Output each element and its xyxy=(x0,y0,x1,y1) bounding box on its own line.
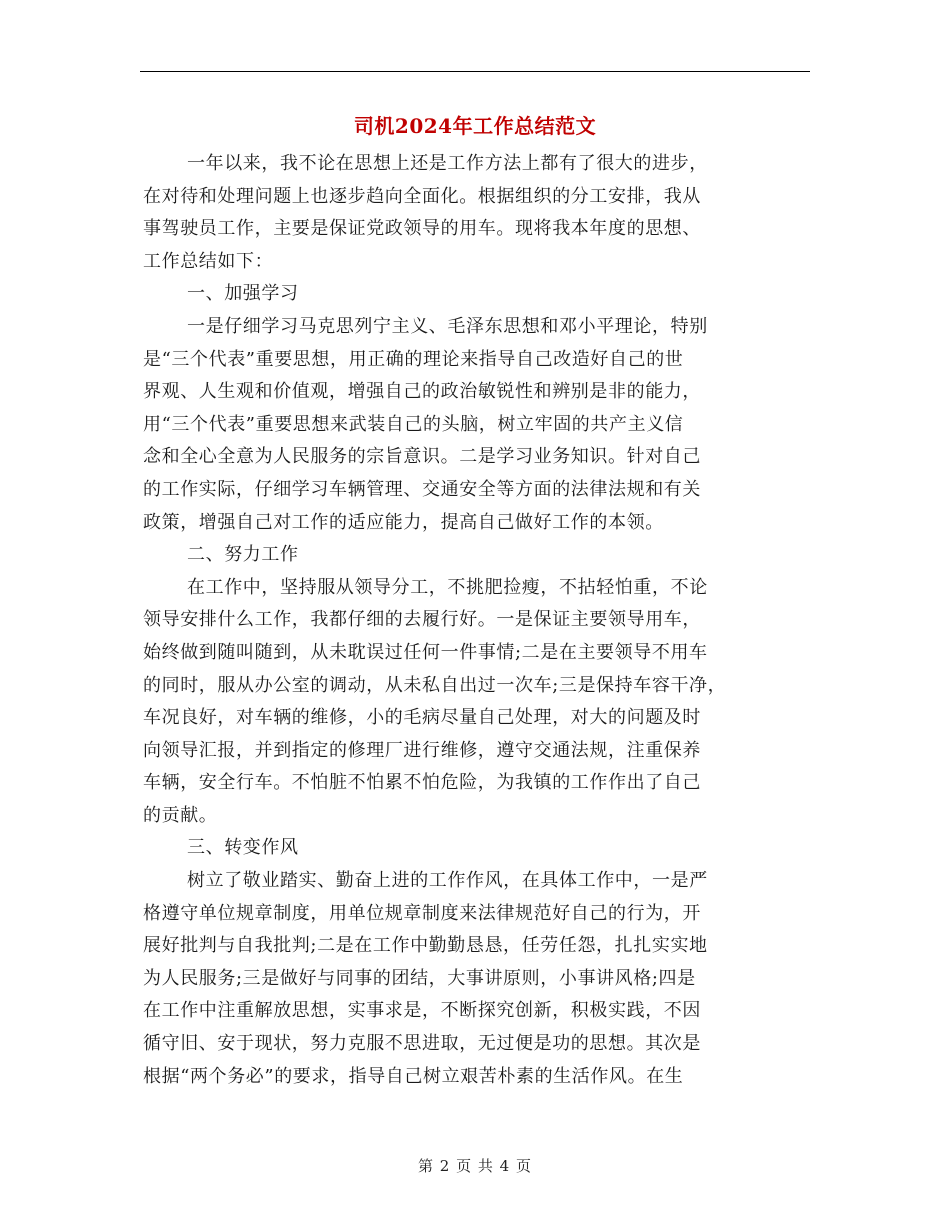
text-line: 一年以来，我不论在思想上还是工作方法上都有了很大的进步， xyxy=(187,153,708,174)
text-line: 一、加强学习 xyxy=(187,283,299,305)
text-line: 一是仔细学习马克思列宁主义、毛泽东思想和邓小平理论，特别 xyxy=(187,315,708,337)
text-line: 展好批判与自我批判;二是在工作中勤勤恳恳，任劳任怨，扎扎实实地 xyxy=(143,935,708,957)
text-line: 树立了敬业踏实、勤奋上进的工作作风，在具体工作中，一是严 xyxy=(187,870,708,892)
text-line: 车辆，安全行车。不怕脏不怕累不怕危险，为我镇的工作作出了自己 xyxy=(143,772,701,794)
text-line: 格遵守单位规章制度，用单位规章制度来法律规范好自己的行为，开 xyxy=(143,902,701,924)
text-line: 三、转变作风 xyxy=(187,837,299,859)
text-line: 的贡献。 xyxy=(143,804,218,826)
text-line: 政策，增强自己对工作的适应能力，提高自己做好工作的本领。 xyxy=(143,511,664,533)
text-line: 是“三个代表”重要思想，用正确的理论来指导自己改造好自己的世 xyxy=(143,348,684,370)
document-title: 司机2024年工作总结范文 xyxy=(353,114,597,138)
text-line: 用“三个代表”重要思想来武装自己的头脑，树立牢固的共产主义信 xyxy=(143,413,684,435)
text-line: 根据“两个务必”的要求，指导自己树立艰苦朴素的生活作风。在生 xyxy=(143,1065,684,1087)
header-rule xyxy=(140,71,810,72)
text-line: 的工作实际，仔细学习车辆管理、交通安全等方面的法律法规和有关 xyxy=(143,478,701,500)
text-line: 领导安排什么工作，我都仔细的去履行好。一是保证主要领导用车， xyxy=(143,609,701,631)
text-line: 二、努力工作 xyxy=(187,544,299,566)
text-line: 的同时，服从办公室的调动，从未私自出过一次车;三是保持车容干净， xyxy=(143,674,727,696)
text-line: 事驾驶员工作，主要是保证党政领导的用车。现将我本年度的思想、 xyxy=(143,218,701,240)
text-line: 念和全心全意为人民服务的宗旨意识。二是学习业务知识。针对自己 xyxy=(143,446,701,468)
text-line: 在工作中注重解放思想，实事求是，不断探究创新，积极实践，不因 xyxy=(143,1000,701,1022)
text-line: 为人民服务;三是做好与同事的团结，大事讲原则，小事讲风格;四是 xyxy=(143,967,696,989)
text-line: 界观、人生观和价值观，增强自己的政治敏锐性和辨别是非的能力， xyxy=(143,381,701,403)
text-line: 车况良好，对车辆的维修，小的毛病尽量自己处理，对大的问题及时 xyxy=(143,707,701,729)
page-number-footer: 第 2 页 共 4 页 xyxy=(418,1157,532,1175)
text-line: 始终做到随叫随到，从未耽误过任何一件事情;二是在主要领导不用车 xyxy=(143,641,708,663)
text-line: 向领导汇报，并到指定的修理厂进行维修，遵守交通法规，注重保养 xyxy=(143,739,701,761)
document-body xyxy=(143,148,811,1093)
text-line: 工作总结如下： xyxy=(143,250,274,272)
text-line: 在对待和处理问题上也逐步趋向全面化。根据组织的分工安排，我从 xyxy=(143,185,701,207)
text-line: 在工作中，坚持服从领导分工，不挑肥捡瘦，不拈轻怕重，不论 xyxy=(187,576,708,598)
text-line: 循守旧、安于现状，努力克服不思进取，无过便是功的思想。其次是 xyxy=(143,1033,701,1055)
